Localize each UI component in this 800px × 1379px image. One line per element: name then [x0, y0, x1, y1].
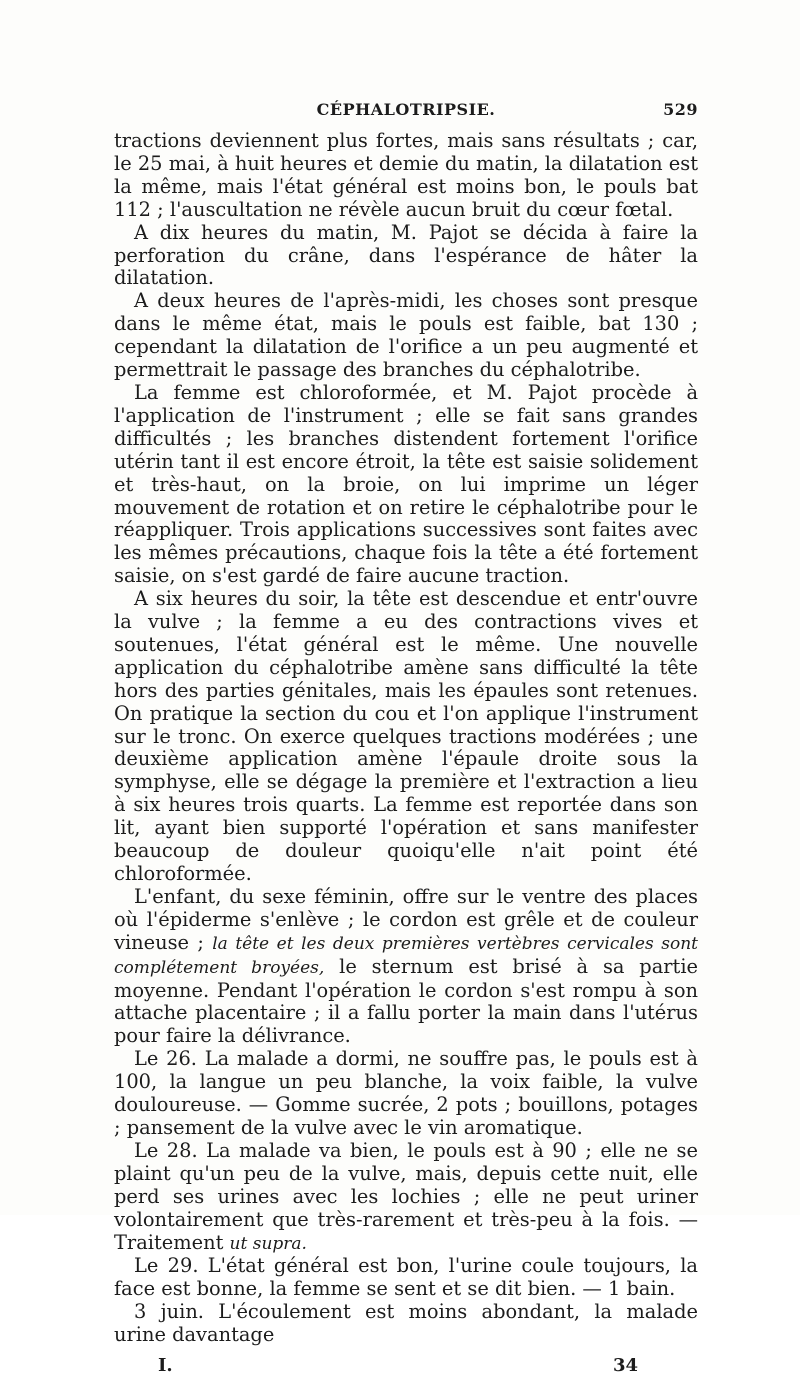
page-number: 529 [663, 100, 698, 119]
paragraph-2: A dix heures du matin, M. Pajot se décida à faire la perforation du crâne, dans l'espérance de hâter la dilatation. [114, 220, 698, 290]
paragraph-8-italic: ut supra. [229, 1233, 307, 1254]
paragraph-8 [114, 1140, 698, 1256]
paragraph-9: Le 29. L'état général est bon, l'urine coule toujours, la face est bonne, la femme se sent et se dit bien. — 1 bain. [114, 1254, 698, 1301]
signature-number: 34 [612, 1355, 638, 1377]
paragraph-1: tractions deviennent plus fortes, mais sans résultats ; car, le 25 mai, à huit heures et demie du matin, la dilatation est la même, mais l'état général est moins bon, le pouls bat 112 ; l'auscultation ne révèle aucun bruit du cœur fœtal. [114, 129, 698, 221]
text-block [114, 100, 698, 1379]
paragraph-6-text: L'enfant, du sexe féminin, offre sur le ventre des places où l'épiderme s'enlève ; le cordon est grêle et de couleur vineuse ; [114, 884, 698, 954]
paragraph-6-italic: la tête et les deux premières vertèbres cervicales sont complétement broyées, [114, 933, 698, 978]
paragraph-10: 3 juin. L'écoulement est moins abondant, la malade urine davantage [114, 1300, 698, 1347]
body-text [114, 130, 698, 1347]
page-footer [114, 1355, 698, 1379]
paragraph-3: A deux heures de l'après-midi, les choses sont presque dans le même état, mais le pouls est faible, bat 130 ; cependant la dilatation de l'orifice a un peu augmenté et permettrait le passage des branches du céphalotribe. [114, 289, 698, 382]
paragraph-5: A six heures du soir, la tête est descendue et entr'ouvre la vulve ; la femme a eu des contractions vives et soutenues, l'état général est le même. Une nouvelle application du céphalotribe amène sans difficulté la tête hors des parties génitales, mais les épaules sont retenues. On pratique la section du cou et l'on applique l'instrument sur le tronc. On exerce quelques tractions modérées ; une deuxième application amène l'épaule droite sous la symphyse, elle se dégage la première et l'extraction a lieu à six heures trois quarts. La femme est reportée dans son lit, ayant bien supporté l'opération et sans manifester beaucoup de douleur quoiqu'elle n'ait point été chloroformée. [114, 587, 698, 885]
paragraph-8-text: Le 28. La malade va bien, le pouls est à 90 ; elle ne se plaint qu'un peu de la vulve, mais, depuis cette nuit, elle perd ses urines avec les lochies ; elle ne peut uriner volontairement que très-rarement et très-peu à la fois. — Traitement [114, 1138, 698, 1254]
paragraph-4: La femme est chloroformée, et M. Pajot procède à l'application de l'instrument ; elle se fait sans grandes difficultés ; les branches distendent fortement l'orifice utérin tant il est encore étroit, la tête est saisie solidement et très-haut, on la broie, on lui imprime un léger mouvement de rotation et on retire le céphalotribe pour le réappliquer. Trois applications successives sont faites avec les mêmes précautions, chaque fois la tête a été fortement saisie, on s'est gardé de faire aucune traction. [114, 380, 698, 588]
running-head [114, 100, 698, 126]
paragraph-6 [114, 886, 698, 1048]
signature-mark: I. [158, 1355, 173, 1377]
paragraph-7: Le 26. La malade a dormi, ne souffre pas, le pouls est à 100, la langue un peu blanche, la voix faible, la vulve douloureuse. — Gomme sucrée, 2 pots ; bouillons, potages ; pansement de la vulve avec le vin aromatique. [114, 1047, 698, 1139]
running-title: CÉPHALOTRIPSIE. [316, 100, 496, 119]
paragraph-6-text-end: le sternum est brisé à sa partie moyenne. Pendant l'opération le cordon s'est rompu à son attache placentaire ; il a fallu porter la main dans l'utérus pour faire la délivrance. [114, 954, 699, 1048]
